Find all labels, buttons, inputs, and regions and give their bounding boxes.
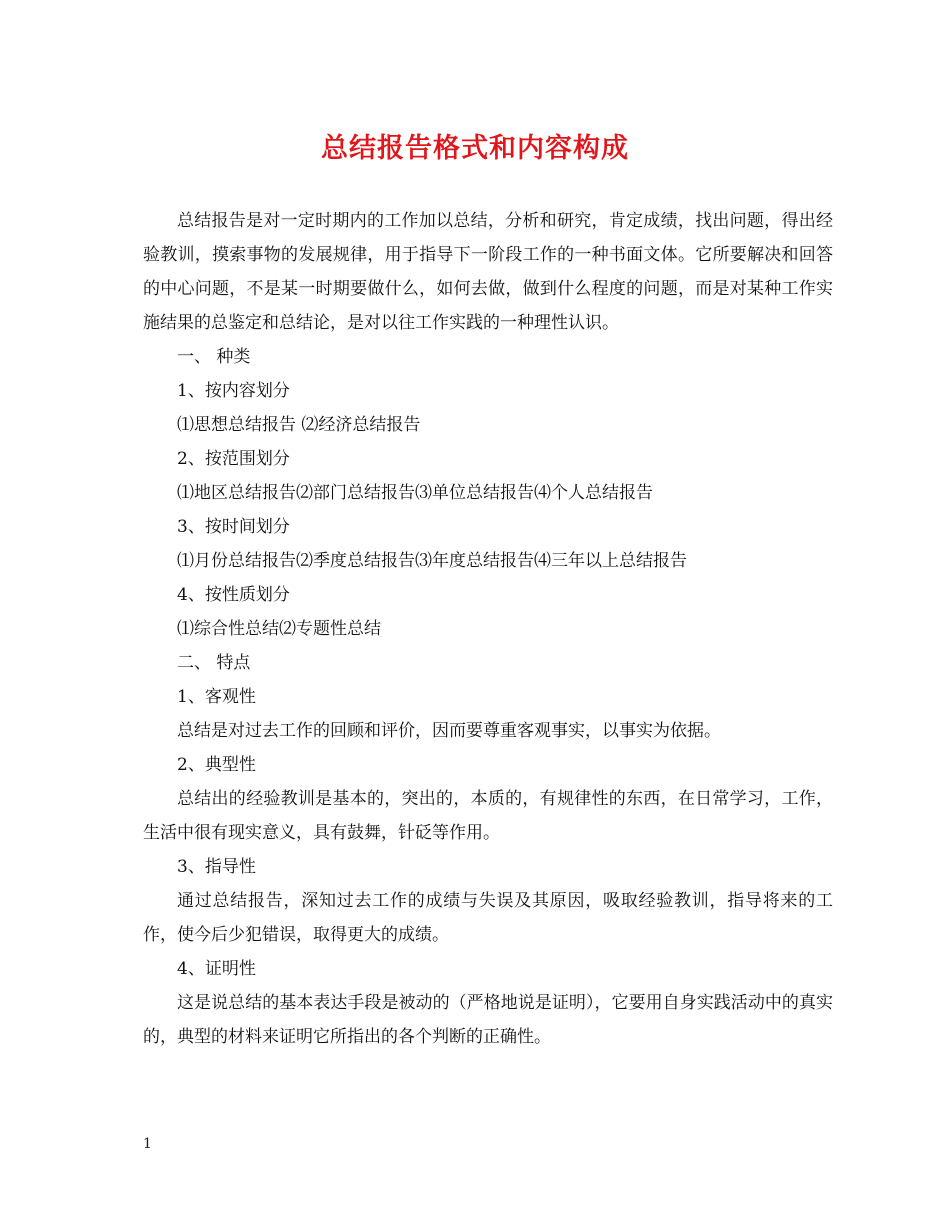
subheading-by-scope: 2、按范围划分 [177,449,290,469]
list-by-scope: ⑴地区总结报告⑵部门总结报告⑶单位总结报告⑷个人总结报告 [177,483,653,503]
document-title: 总结报告格式和内容构成 [321,133,629,164]
page-number: 1 [143,1136,152,1152]
subheading-guidance: 3、指导性 [177,857,256,877]
subheading-by-time: 3、按时间划分 [177,517,290,537]
intro-paragraph: 总结报告是对一定时期内的工作加以总结，分析和研究，肯定成绩，找出问题，得出经验教训，摸索事物的发展规律，用于指导下一阶段工作的一种书面文体。它所要解决和回答的中心问题，不是某一时期要做什么，如何去做，做到什么程度的问题，而是对某种工作实施结果的总鉴定和总结论，是对以往工作实践的一种理性认识。 [143,211,833,333]
document-body [143,204,833,1054]
list-by-content: ⑴思想总结报告 ⑵经济总结报告 [177,415,421,435]
subheading-objectivity: 1、客观性 [177,687,256,707]
subheading-by-content: 1、按内容划分 [177,381,290,401]
subheading-by-nature: 4、按性质划分 [177,585,290,605]
paragraph-guidance: 通过总结报告，深知过去工作的成绩与失误及其原因，吸取经验教训，指导将来的工作，使今后少犯错误，取得更大的成绩。 [143,891,833,945]
paragraph-proof: 这是说总结的基本表达手段是被动的（严格地说是证明），它要用自身实践活动中的真实的，典型的材料来证明它所指出的各个判断的正确性。 [143,993,833,1047]
paragraph-typicality: 总结出的经验教训是基本的，突出的，本质的，有规律性的东西，在日常学习，工作，生活中很有现实意义，具有鼓舞，针砭等作用。 [143,789,833,843]
section-heading-types: 一、 种类 [177,347,251,367]
list-by-nature: ⑴综合性总结⑵专题性总结 [177,619,381,639]
subheading-typicality: 2、典型性 [177,755,256,775]
subheading-proof: 4、证明性 [177,959,256,979]
list-by-time: ⑴月份总结报告⑵季度总结报告⑶年度总结报告⑷三年以上总结报告 [177,551,687,571]
paragraph-objectivity: 总结是对过去工作的回顾和评价，因而要尊重客观事实，以事实为依据。 [177,721,721,741]
section-heading-features: 二、 特点 [177,653,251,673]
